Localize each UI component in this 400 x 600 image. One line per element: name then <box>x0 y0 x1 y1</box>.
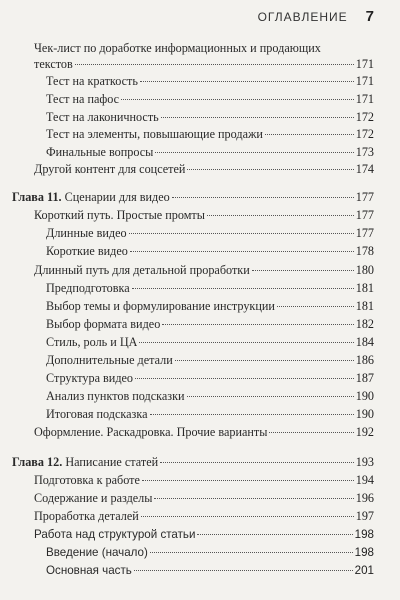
toc-entry-title: Тест на краткость <box>46 74 138 88</box>
toc-page-number: 184 <box>355 335 374 349</box>
dot-leader <box>277 306 354 307</box>
toc-entry[interactable] <box>46 334 374 351</box>
toc-page-number: 177 <box>355 208 374 222</box>
toc-page-number: 186 <box>355 353 374 367</box>
toc-entry[interactable] <box>46 544 374 561</box>
dot-leader <box>142 480 354 481</box>
page-number: 7 <box>365 8 374 25</box>
toc-entry[interactable] <box>46 144 374 161</box>
toc-chapter[interactable] <box>12 454 374 471</box>
toc-entry-title: Подготовка к работе <box>34 473 140 487</box>
toc-page-number: 172 <box>355 110 374 124</box>
toc-entry[interactable] <box>34 472 374 489</box>
toc-entry-title: Тест на лаконичность <box>46 110 159 124</box>
toc-entry[interactable] <box>46 280 374 297</box>
toc-page-number: 187 <box>355 371 374 385</box>
toc-page-number: 194 <box>355 473 374 487</box>
toc-entry-title: текстов <box>34 57 73 71</box>
dot-leader <box>160 462 354 463</box>
toc-entry[interactable] <box>34 161 374 178</box>
dot-leader <box>140 81 354 82</box>
dot-leader <box>207 215 354 216</box>
toc-entry-title: Введение (начало) <box>46 546 148 559</box>
dot-leader <box>150 552 353 553</box>
toc-entry[interactable] <box>46 562 374 579</box>
chapter-label: Глава 12. <box>12 455 63 469</box>
running-head <box>258 8 374 25</box>
toc-entry[interactable] <box>34 508 374 525</box>
dot-leader <box>172 197 354 198</box>
chapter-label: Глава 11. <box>12 190 62 204</box>
toc-entry-title: Анализ пунктов подсказки <box>46 389 185 403</box>
toc-page-number: 197 <box>355 509 374 523</box>
dot-leader <box>265 134 354 135</box>
chapter-title: Сценарии для видео <box>64 190 170 204</box>
toc-entry[interactable] <box>34 56 374 73</box>
toc-page-number: 177 <box>355 226 374 240</box>
dot-leader <box>155 152 353 153</box>
dot-leader <box>197 534 352 535</box>
chapter-title: Написание статей <box>65 455 159 469</box>
dot-leader <box>134 570 353 571</box>
dot-leader <box>161 117 354 118</box>
toc-entry-title: Короткий путь. Простые промты <box>34 208 205 222</box>
toc-entry[interactable] <box>46 388 374 405</box>
toc-entry[interactable] <box>46 126 374 143</box>
toc-page-number: 178 <box>355 244 374 258</box>
toc-page-number: 172 <box>355 127 374 141</box>
toc-entry-title: Тест на пафос <box>46 92 120 106</box>
toc-page-number: 181 <box>355 299 374 313</box>
toc-page-number: 196 <box>355 491 374 505</box>
dot-leader <box>187 169 353 170</box>
dot-leader <box>129 233 354 234</box>
toc-page-number: 190 <box>355 389 374 403</box>
toc-entry-title: Короткие видео <box>46 244 128 258</box>
toc-entry[interactable] <box>34 207 374 224</box>
toc-entry-title: Основная часть <box>46 564 132 577</box>
toc-entry-title: Тест на элементы, повышающие продажи <box>46 127 263 141</box>
toc-entry[interactable] <box>46 406 374 423</box>
toc-entry[interactable] <box>46 73 374 90</box>
dot-leader <box>132 288 354 289</box>
dot-leader <box>187 396 354 397</box>
toc-entry-title: Дополнительные детали <box>46 353 173 367</box>
toc-page-number: 173 <box>355 145 374 159</box>
toc-entry[interactable] <box>34 526 374 543</box>
dot-leader <box>135 378 354 379</box>
toc-page-number: 171 <box>355 74 374 88</box>
toc-chapter[interactable] <box>12 189 374 206</box>
toc-entry-title: Длинный путь для детальной проработки <box>34 263 250 277</box>
toc-page-number: 174 <box>355 162 374 176</box>
toc-entry-title: Оформление. Раскадровка. Прочие варианты <box>34 425 268 439</box>
dot-leader <box>121 99 354 100</box>
toc-page-number: 171 <box>355 57 374 71</box>
toc-entry-title: Длинные видео <box>46 226 127 240</box>
dot-leader <box>139 342 353 343</box>
toc-page-number: 198 <box>354 546 374 559</box>
dot-leader <box>252 270 354 271</box>
toc-page-number: 198 <box>354 528 374 541</box>
toc-entry-title: Проработка деталей <box>34 509 139 523</box>
toc-entry-title: Выбор формата видео <box>46 317 161 331</box>
toc-entry-title: Структура видео <box>46 371 134 385</box>
toc-page-number: 181 <box>355 281 374 295</box>
toc-entry[interactable] <box>34 490 374 507</box>
toc-entry-title: Содержание и разделы <box>34 491 153 505</box>
toc-page-number: 190 <box>355 407 374 421</box>
dot-leader <box>154 498 353 499</box>
dot-leader <box>75 64 354 65</box>
toc-entry[interactable] <box>46 243 374 260</box>
toc-page-number: 192 <box>355 425 374 439</box>
toc-entry-title: Итоговая подсказка <box>46 407 148 421</box>
dot-leader <box>130 251 354 252</box>
dot-leader <box>150 414 354 415</box>
toc-page-number: 201 <box>354 564 374 577</box>
toc-entry[interactable] <box>46 352 374 369</box>
toc-entry-title: Работа над структурой статьи <box>34 528 196 541</box>
toc-entry[interactable] <box>46 316 374 333</box>
toc-entry[interactable] <box>46 225 374 242</box>
toc-entry-line1: Чек-лист по доработке информационных и продающих <box>34 41 321 55</box>
dot-leader <box>269 432 353 433</box>
toc-page-number: 177 <box>355 190 374 204</box>
dot-leader <box>162 324 353 325</box>
toc-entry[interactable] <box>46 109 374 126</box>
toc-entry[interactable] <box>34 424 374 441</box>
toc-entry-title: Стиль, роль и ЦА <box>46 335 138 349</box>
toc-page-number: 182 <box>355 317 374 331</box>
toc-entry-title: Выбор темы и формулирование инструкции <box>46 299 275 313</box>
toc-entry-title: Предподготовка <box>46 281 130 295</box>
dot-leader <box>175 360 354 361</box>
toc-page-number: 193 <box>355 455 374 469</box>
toc-entry[interactable] <box>46 91 374 108</box>
toc-entry-title: Другой контент для соцсетей <box>34 162 186 176</box>
dot-leader <box>141 516 354 517</box>
running-head-title: ОГЛАВЛЕНИЕ <box>257 10 348 24</box>
toc-entry[interactable] <box>46 298 374 315</box>
toc-page-number: 180 <box>355 263 374 277</box>
toc-entry-title: Финальные вопросы <box>46 145 154 159</box>
toc-entry[interactable] <box>34 262 374 279</box>
toc-page-number: 171 <box>355 92 374 106</box>
toc-entry[interactable] <box>46 370 374 387</box>
